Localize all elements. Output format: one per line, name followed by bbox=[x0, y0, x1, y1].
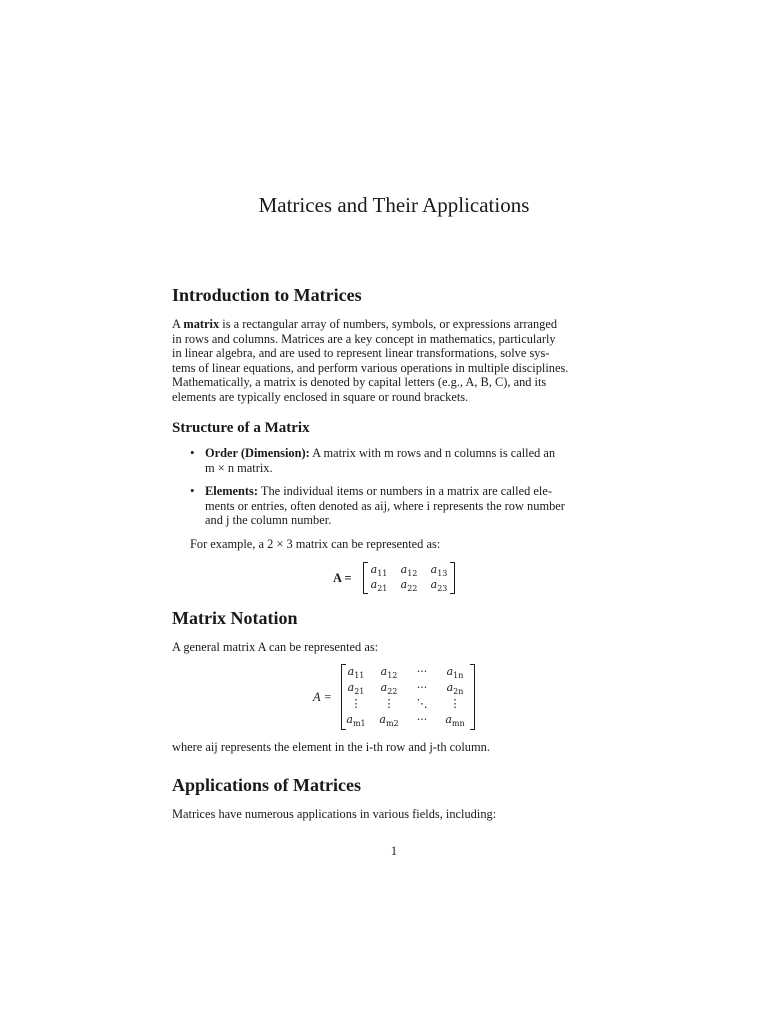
page-title: Matrices and Their Applications bbox=[258, 193, 530, 217]
page-number: 1 bbox=[390, 844, 398, 858]
matrix-cell: ⋮ bbox=[449, 697, 461, 710]
matrix-cell: $a_{11}$ bbox=[347, 665, 365, 681]
notation-caption: where aij represents the element in the i-th row and j-th column. bbox=[172, 740, 490, 754]
matrix-cell: $a_{13}$ bbox=[430, 563, 448, 579]
matrix-cell: $a_{22}$ bbox=[380, 681, 398, 697]
matrix-cell: $a_{mn}$ bbox=[445, 713, 465, 729]
example-matrix bbox=[363, 562, 455, 594]
right-bracket bbox=[470, 664, 475, 730]
matrix-cell: $a_{m1}$ bbox=[346, 713, 366, 729]
item-label: Elements: bbox=[205, 484, 258, 498]
matrix-cell: $a_{12}$ bbox=[400, 563, 418, 579]
intro-line-3: in linear algebra, and are used to represent linear transformations, solve sys- bbox=[172, 346, 550, 361]
list-item-order: Order (Dimension): A matrix with m rows and n columns is called an m × n matrix. bbox=[205, 446, 556, 475]
general-matrix bbox=[341, 664, 475, 730]
applications-intro: Matrices have numerous applications in various fields, including: bbox=[172, 807, 497, 821]
example-text: For example, a 2 × 3 matrix can be represented as: bbox=[190, 537, 441, 551]
section-heading-structure: Structure of a Matrix bbox=[172, 420, 310, 436]
intro-line-6: elements are typically enclosed in square or round brackets. bbox=[172, 389, 469, 404]
matrix-cell: ⋮ bbox=[350, 697, 362, 710]
matrix-cell: $a_{21}$ bbox=[370, 578, 388, 594]
intro-line-4: tems of linear equations, and perform various operations in multiple disciplines. bbox=[172, 360, 569, 375]
bullet-icon: • bbox=[190, 483, 195, 498]
general-lhs: A = bbox=[313, 690, 332, 704]
matrix-cell: ··· bbox=[416, 681, 428, 694]
matrix-cell: $a_{11}$ bbox=[370, 563, 388, 579]
section-heading-notation: Matrix Notation bbox=[172, 608, 298, 628]
matrix-cell: $a_{21}$ bbox=[347, 681, 365, 697]
matrix-cell: $a_{23}$ bbox=[430, 578, 448, 594]
matrix-cell: $a_{1n}$ bbox=[446, 665, 464, 681]
example-lhs: A = bbox=[333, 571, 352, 585]
intro-line-2: in rows and columns. Matrices are a key concept in mathematics, particularly bbox=[172, 331, 556, 346]
matrix-cell: ⋱ bbox=[416, 697, 428, 710]
notation-intro: A general matrix A can be represented as: bbox=[172, 640, 379, 654]
matrix-cell: ⋮ bbox=[383, 697, 395, 710]
intro-line-5: Mathematically, a matrix is denoted by capital letters (e.g., A, B, C), and its bbox=[172, 375, 547, 390]
matrix-cell: $a_{12}$ bbox=[380, 665, 398, 681]
list-item-elements: Elements: The individual items or numbers in a matrix are called ele- ments or entries, often denoted as aij, where i represents the row number and j the column number. bbox=[205, 484, 565, 528]
intro-paragraph bbox=[172, 317, 616, 405]
matrix-cell: ··· bbox=[416, 713, 428, 726]
section-heading-applications: Applications of Matrices bbox=[172, 775, 361, 795]
item-label: Order (Dimension): bbox=[205, 446, 310, 460]
matrix-cell: $a_{m2}$ bbox=[379, 713, 399, 729]
matrix-cell: $a_{22}$ bbox=[400, 578, 418, 594]
matrix-cell: ··· bbox=[416, 665, 428, 678]
section-heading-introduction: Introduction to Matrices bbox=[172, 285, 362, 305]
bullet-icon: • bbox=[190, 445, 195, 460]
intro-line-1: A matrix is a rectangular array of numbers, symbols, or expressions arranged bbox=[172, 317, 558, 331]
matrix-cell: $a_{2n}$ bbox=[446, 681, 464, 697]
